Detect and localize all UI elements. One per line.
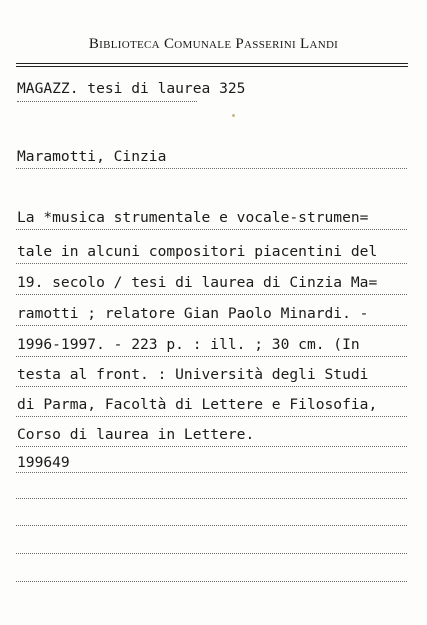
description-line-1: La *musica strumentale e vocale-strumen= [17,209,369,226]
description-line-5: 1996-1997. - 223 p. : ill. ; 30 cm. (In [17,336,360,353]
ruled-line [16,386,407,387]
ruled-line [16,229,407,230]
ruled-line [16,553,407,554]
description-line-3: 19. secolo / tesi di laurea di Cinzia Ma= [17,274,378,291]
description-line-6: testa al front. : Università degli Studi [17,366,369,383]
header-rule-bottom [16,66,408,67]
ruled-line [16,168,407,169]
ruled-line [16,356,407,357]
description-line-7: di Parma, Facoltà di Lettere e Filosofia, [17,396,378,413]
ruled-line [16,263,407,264]
ruled-line [16,472,407,473]
inventory-number: 199649 [17,454,70,471]
ruled-line [16,416,407,417]
shelfmark-underline [17,101,197,102]
ruled-line [16,325,407,326]
library-header: Biblioteca Comunale Passerini Landi [88,36,339,52]
header-rule-top [16,63,408,64]
author-heading: Maramotti, Cinzia [17,148,167,165]
ruled-line [16,498,407,499]
description-line-2: tale in alcuni compositori piacentini del [17,243,378,260]
paper-speck [232,114,235,117]
ruled-line [16,294,407,295]
ruled-line [16,525,407,526]
ruled-line [16,446,407,447]
description-line-8: Corso di laurea in Lettere. [17,426,255,443]
description-line-4: ramotti ; relatore Gian Paolo Minardi. - [17,305,369,322]
ruled-line [16,581,407,582]
shelfmark: MAGAZZ. tesi di laurea 325 [17,80,246,97]
